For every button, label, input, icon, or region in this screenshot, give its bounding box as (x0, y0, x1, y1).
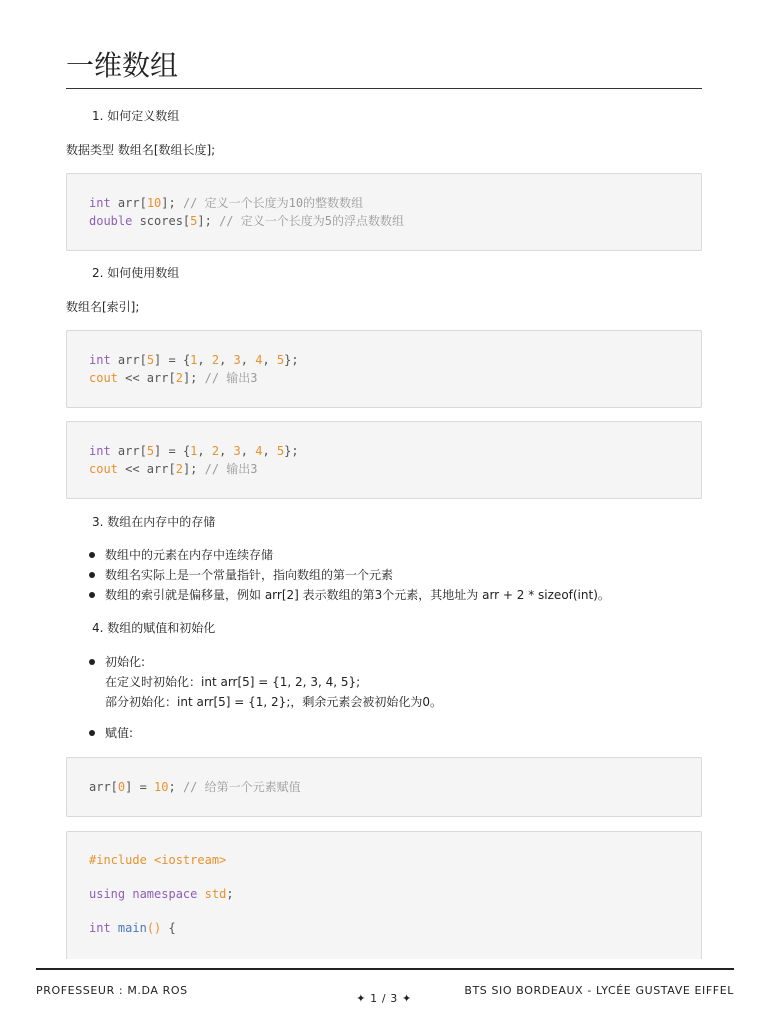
syntax-use: 数组名[索引]; (66, 300, 140, 314)
footer-divider (36, 968, 734, 970)
section-heading-init: 4. 数组的赋值和初始化 (92, 621, 216, 635)
code-line: int arr[10]; // 定义一个长度为10的整数数组 (89, 196, 364, 210)
section-heading-define: 1. 如何定义数组 (92, 109, 180, 123)
memory-list (89, 545, 610, 605)
page-title: 一维数组 (66, 48, 702, 89)
section-heading-use: 2. 如何使用数组 (92, 266, 180, 280)
code-block-use-duplicate (66, 421, 702, 499)
assign-list (89, 723, 133, 743)
footer-school: BTS SIO BORDEAUX - LYCÉE GUSTAVE EIFFEL (464, 984, 734, 997)
code-line-blank (89, 903, 679, 920)
code-line: int arr[5] = {1, 2, 3, 4, 5}; (89, 444, 299, 458)
code-block-assign (66, 757, 702, 817)
syntax-define: 数据类型 数组名[数组长度]; (66, 143, 216, 157)
code-line: cout << arr[2]; // 输出3 (89, 462, 258, 476)
init-line-partial: 部分初始化：int arr[5] = {1, 2};，剩余元素会被初始化为0。 (105, 695, 442, 709)
list-item: 赋值: (89, 723, 133, 743)
code-line: cout << arr[2]; // 输出3 (89, 371, 258, 385)
init-list (89, 652, 442, 712)
list-item: 数组的索引就是偏移量，例如 arr[2] 表示数组的第3个元素，其地址为 arr + 2 * sizeof(int)。 (89, 585, 610, 605)
code-block-use (66, 330, 702, 408)
list-item: 数组名实际上是一个常量指针，指向数组的第一个元素 (89, 565, 610, 585)
list-item: 数组中的元素在内存中连续存储 (89, 545, 610, 565)
list-item (89, 652, 442, 712)
code-line: arr[0] = 10; // 给第一个元素赋值 (89, 780, 301, 794)
page-number: ✦ 1 / 3 ✦ (356, 992, 412, 1005)
code-line-blank (89, 869, 679, 886)
code-line: using namespace std; (89, 887, 234, 901)
code-line: int arr[5] = {1, 2, 3, 4, 5}; (89, 353, 299, 367)
footer-teacher: PROFESSEUR : M.DA ROS (36, 984, 188, 997)
code-block-program (66, 831, 702, 959)
code-block-define (66, 173, 702, 251)
code-line: double scores[5]; // 定义一个长度为5的浮点数数组 (89, 214, 404, 228)
init-label: 初始化: (105, 655, 146, 669)
code-line: #include <iostream> (89, 853, 227, 867)
init-line-full: 在定义时初始化：int arr[5] = {1, 2, 3, 4, 5}; (105, 675, 361, 689)
section-heading-memory: 3. 数组在内存中的存储 (92, 515, 216, 529)
code-line: int main() { (89, 921, 176, 935)
